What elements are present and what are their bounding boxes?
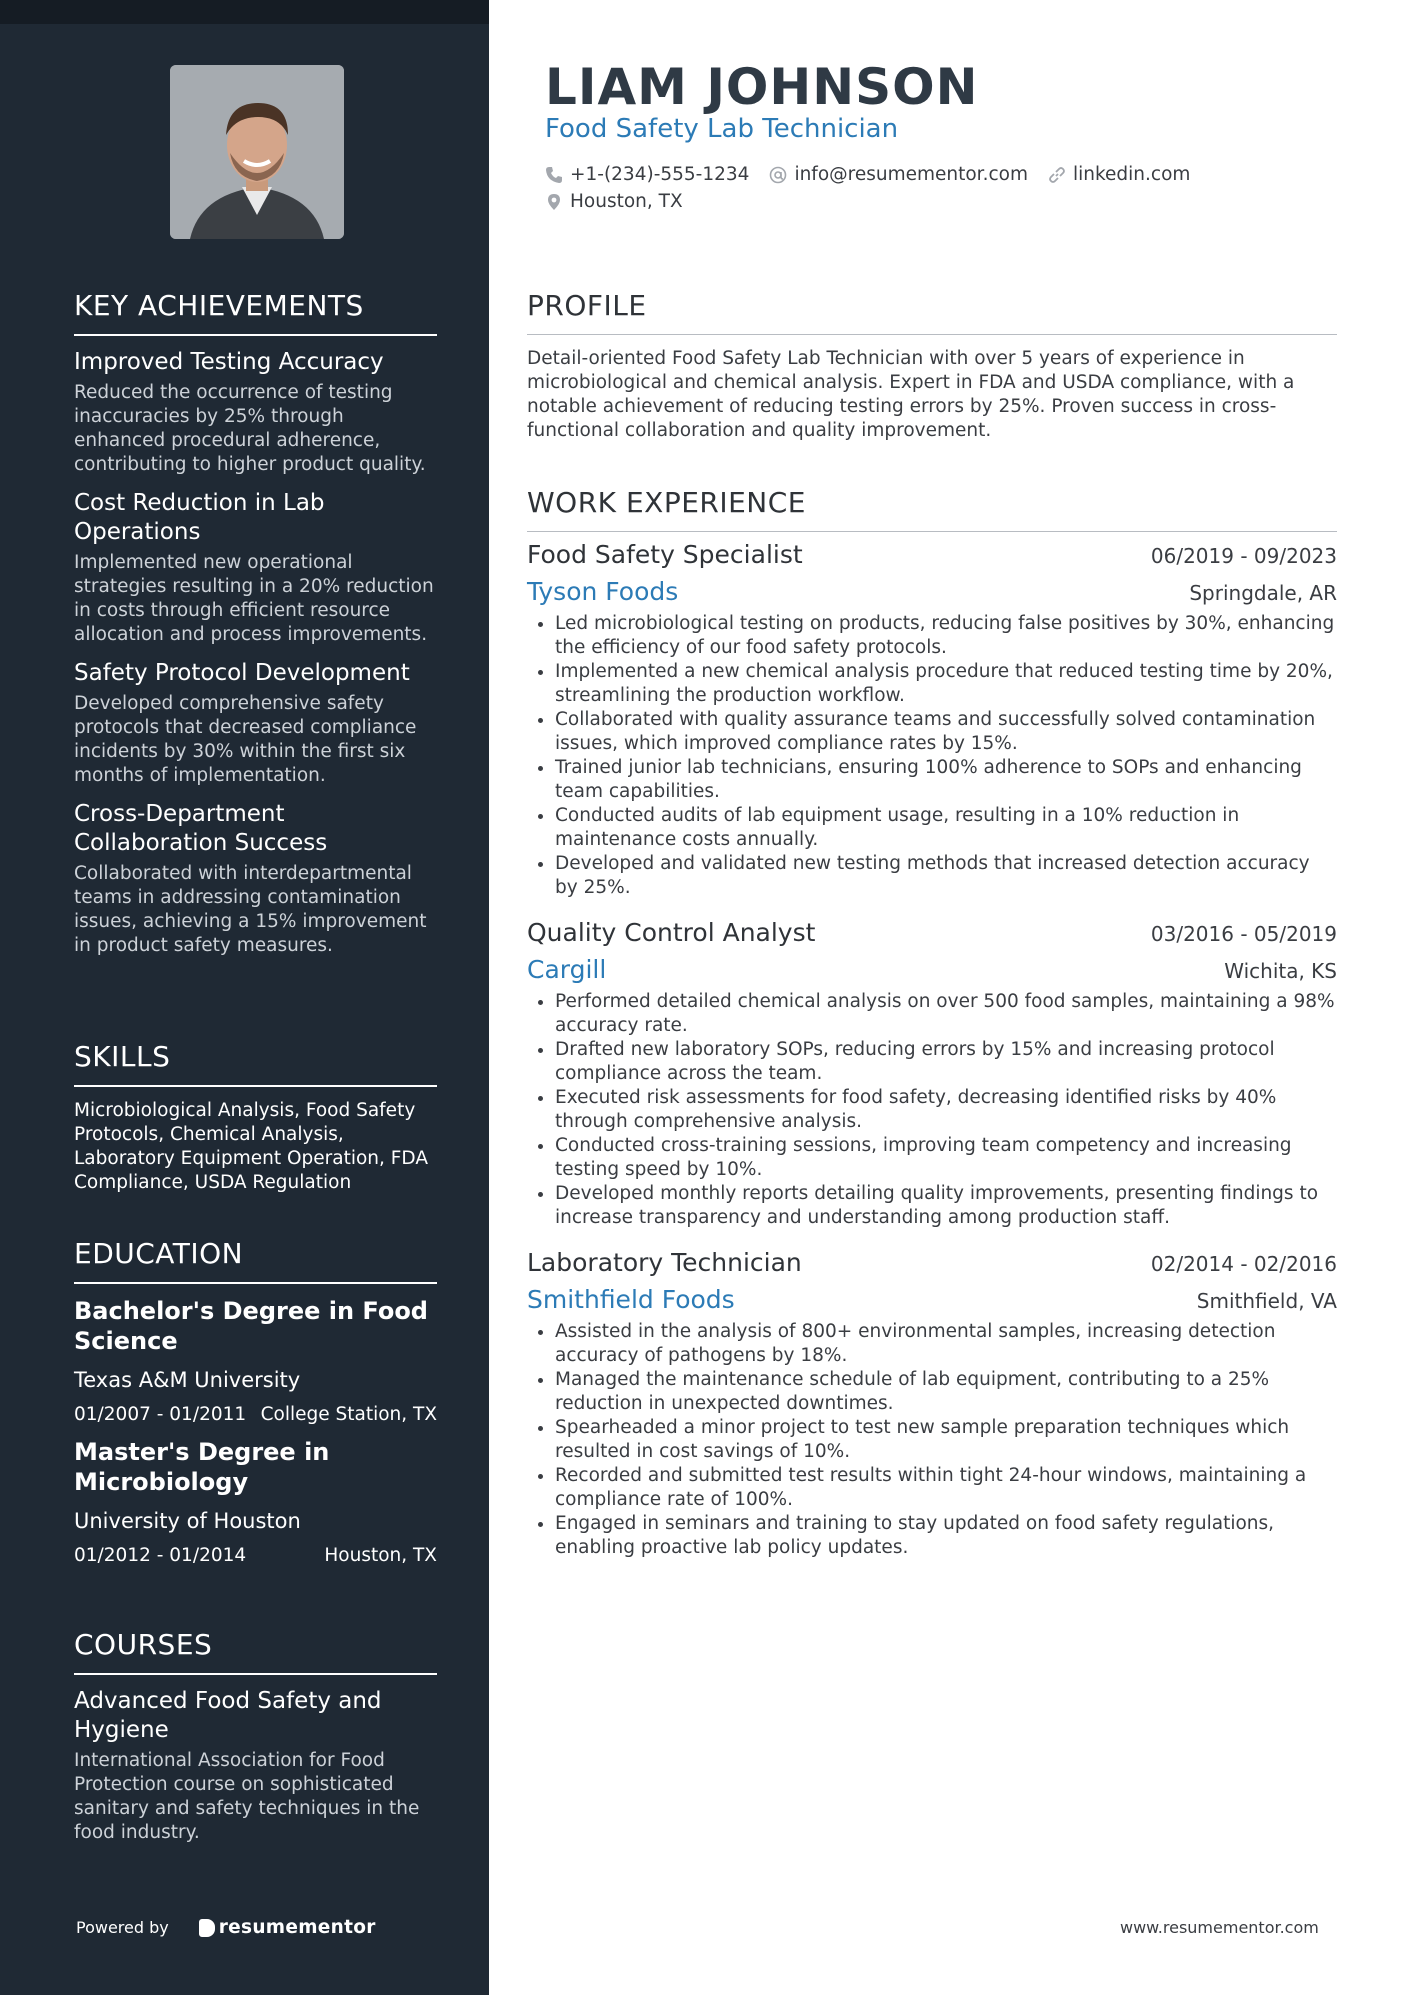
sidebar (0, 0, 489, 1995)
education-dates: 01/2012 - 01/2014 (74, 1545, 247, 1566)
achievement-title: Improved Testing Accuracy (74, 349, 384, 375)
phone-icon (545, 166, 563, 184)
courses-section (74, 1628, 437, 1845)
profile-section (527, 289, 1337, 443)
achievement-desc: Collaborated with interdepartmental teams in addressing contamination issues, achieving a 15% improvement in product safety measures. (74, 863, 427, 956)
contact-location (545, 191, 683, 212)
job-title: Food Safety Specialist (527, 540, 803, 569)
job-bullet: • Led microbiological testing on products, reducing false positives by 30%, enhancing the efficiency of our food safety protocols. (555, 612, 1337, 660)
job-dates: 06/2019 - 09/2023 (1150, 544, 1337, 568)
contact-linkedin[interactable] (1048, 164, 1190, 185)
profile-heading: PROFILE (527, 289, 1337, 335)
job-bullet: • Spearheaded a minor project to test new sample preparation techniques which resulted in cost savings of 10%. (555, 1416, 1337, 1464)
courses-heading: COURSES (74, 1628, 437, 1675)
education-item (74, 1296, 437, 1425)
job-bullet: • Trained junior lab technicians, ensuring 100% adherence to SOPs and enhancing team capabilities. (555, 756, 1337, 804)
brand-logo-icon (199, 1919, 215, 1937)
powered-by (76, 1917, 376, 1938)
skills-section (74, 1040, 437, 1195)
job-bullet: • Assisted in the analysis of 800+ environmental samples, increasing detection accuracy of pathogens by 18%. (555, 1320, 1337, 1368)
achievement-item (74, 800, 437, 958)
job-bullet: • Performed detailed chemical analysis on over 500 food samples, maintaining a 98% accuracy rate. (555, 990, 1337, 1038)
education-section (74, 1237, 437, 1566)
at-icon (769, 166, 787, 184)
education-dates: 01/2007 - 01/2011 (74, 1404, 247, 1425)
job-bullet: • Managed the maintenance schedule of lab equipment, contributing to a 25% reduction in unexpected downtimes. (555, 1368, 1337, 1416)
link-icon (1048, 166, 1066, 184)
achievement-title: Safety Protocol Development (74, 660, 410, 686)
education-degree: Bachelor's Degree in Food Science (74, 1297, 428, 1355)
job-bullets (527, 990, 1337, 1230)
linkedin-text: linkedin.com (1072, 164, 1191, 185)
brand-name: resumementor (218, 1917, 376, 1938)
job-title: Quality Control Analyst (527, 918, 816, 947)
education-item (74, 1437, 437, 1566)
person-photo-icon (170, 65, 344, 239)
email-text: info@resumementor.com (794, 164, 1028, 185)
contact-row-2 (545, 191, 703, 212)
job-bullet: • Implemented a new chemical analysis procedure that reduced testing time by 20%, streamlining the production workflow. (555, 660, 1337, 708)
skills-heading: SKILLS (74, 1040, 437, 1087)
course-desc: International Association for Food Protection course on sophisticated sanitary and safety techniques in the food industry. (74, 1750, 420, 1843)
job-item (527, 540, 1337, 900)
achievement-title: Cost Reduction in Lab Operations (74, 490, 325, 545)
job-title: Laboratory Technician (527, 1248, 802, 1277)
candidate-name: LIAM JOHNSON (545, 58, 979, 116)
job-bullets (527, 612, 1337, 900)
achievement-item (74, 348, 437, 477)
job-item (527, 918, 1337, 1230)
job-company: Cargill (527, 955, 607, 984)
course-item (74, 1687, 437, 1845)
job-location: Smithfield, VA (1196, 1289, 1337, 1313)
skills-list: Microbiological Analysis, Food Safety Protocols, Chemical Analysis, Laboratory Equipment Operation, FDA Compliance, USDA Regulation (74, 1100, 429, 1193)
job-dates: 02/2014 - 02/2016 (1150, 1252, 1337, 1276)
education-location: Houston, TX (324, 1545, 437, 1566)
experience-section (527, 486, 1337, 1560)
job-item (527, 1248, 1337, 1560)
job-location: Springdale, AR (1189, 581, 1337, 605)
phone-text: +1-(234)-555-1234 (570, 164, 750, 185)
achievement-desc: Implemented new operational strategies resulting in a 20% reduction in costs through efficient resource allocation and process improvements. (74, 552, 434, 645)
achievement-item (74, 659, 437, 788)
job-bullet: • Conducted cross-training sessions, improving team competency and increasing testing speed by 10%. (555, 1134, 1337, 1182)
education-location: College Station, TX (260, 1404, 437, 1425)
profile-text: Detail-oriented Food Safety Lab Technician with over 5 years of experience in microbiological and chemical analysis. Expert in FDA and USDA compliance, with a notable achievement of reducing testing errors by 25%. Proven success in cross-functional collaboration and quality improvement. (527, 348, 1295, 441)
job-bullet: • Developed monthly reports detailing quality improvements, presenting findings to increase transparency and understanding among production staff. (555, 1182, 1337, 1230)
achievement-item (74, 489, 437, 647)
achievement-title: Cross-Department Collaboration Success (74, 801, 328, 856)
sidebar-top-band (0, 0, 489, 24)
job-company: Smithfield Foods (527, 1285, 735, 1314)
education-heading: EDUCATION (74, 1237, 437, 1284)
job-bullet: • Engaged in seminars and training to stay updated on food safety regulations, enabling proactive lab policy updates. (555, 1512, 1337, 1560)
contact-email[interactable] (769, 164, 1028, 185)
education-school: University of Houston (74, 1509, 301, 1533)
achievement-desc: Reduced the occurrence of testing inaccuracies by 25% through enhanced procedural adherence, contributing to higher product quality. (74, 382, 426, 475)
achievement-desc: Developed comprehensive safety protocols that decreased compliance incidents by 30% within the first six months of implementation. (74, 693, 417, 786)
powered-by-label: Powered by (76, 1918, 169, 1937)
education-degree: Master's Degree in Microbiology (74, 1438, 330, 1496)
contact-phone[interactable] (545, 164, 749, 185)
location-text: Houston, TX (570, 191, 683, 212)
achievements-section (74, 289, 437, 958)
job-bullets (527, 1320, 1337, 1560)
job-bullet: • Drafted new laboratory SOPs, reducing errors by 15% and increasing protocol compliance across the team. (555, 1038, 1337, 1086)
job-bullet: • Recorded and submitted test results within tight 24-hour windows, maintaining a compliance rate of 100%. (555, 1464, 1337, 1512)
profile-photo (170, 65, 344, 239)
contact-row (545, 164, 1210, 185)
job-company: Tyson Foods (527, 577, 679, 606)
job-bullet: • Conducted audits of lab equipment usage, resulting in a 10% reduction in maintenance costs annually. (555, 804, 1337, 852)
brand-logo[interactable] (199, 1917, 376, 1938)
job-dates: 03/2016 - 05/2019 (1150, 922, 1337, 946)
education-school: Texas A&M University (74, 1368, 301, 1392)
job-bullet: • Developed and validated new testing methods that increased detection accuracy by 25%. (555, 852, 1337, 900)
location-pin-icon (545, 193, 563, 211)
job-bullet: • Collaborated with quality assurance teams and successfully solved contamination issues, which improved compliance rates by 15%. (555, 708, 1337, 756)
job-bullet: • Executed risk assessments for food safety, decreasing identified risks by 40% through comprehensive analysis. (555, 1086, 1337, 1134)
achievements-heading: KEY ACHIEVEMENTS (74, 289, 437, 336)
course-title: Advanced Food Safety and Hygiene (74, 1688, 382, 1743)
candidate-role: Food Safety Lab Technician (545, 114, 899, 144)
footer-url[interactable]: www.resumementor.com (1120, 1918, 1319, 1937)
experience-heading: WORK EXPERIENCE (527, 486, 1337, 532)
job-location: Wichita, KS (1224, 959, 1337, 983)
